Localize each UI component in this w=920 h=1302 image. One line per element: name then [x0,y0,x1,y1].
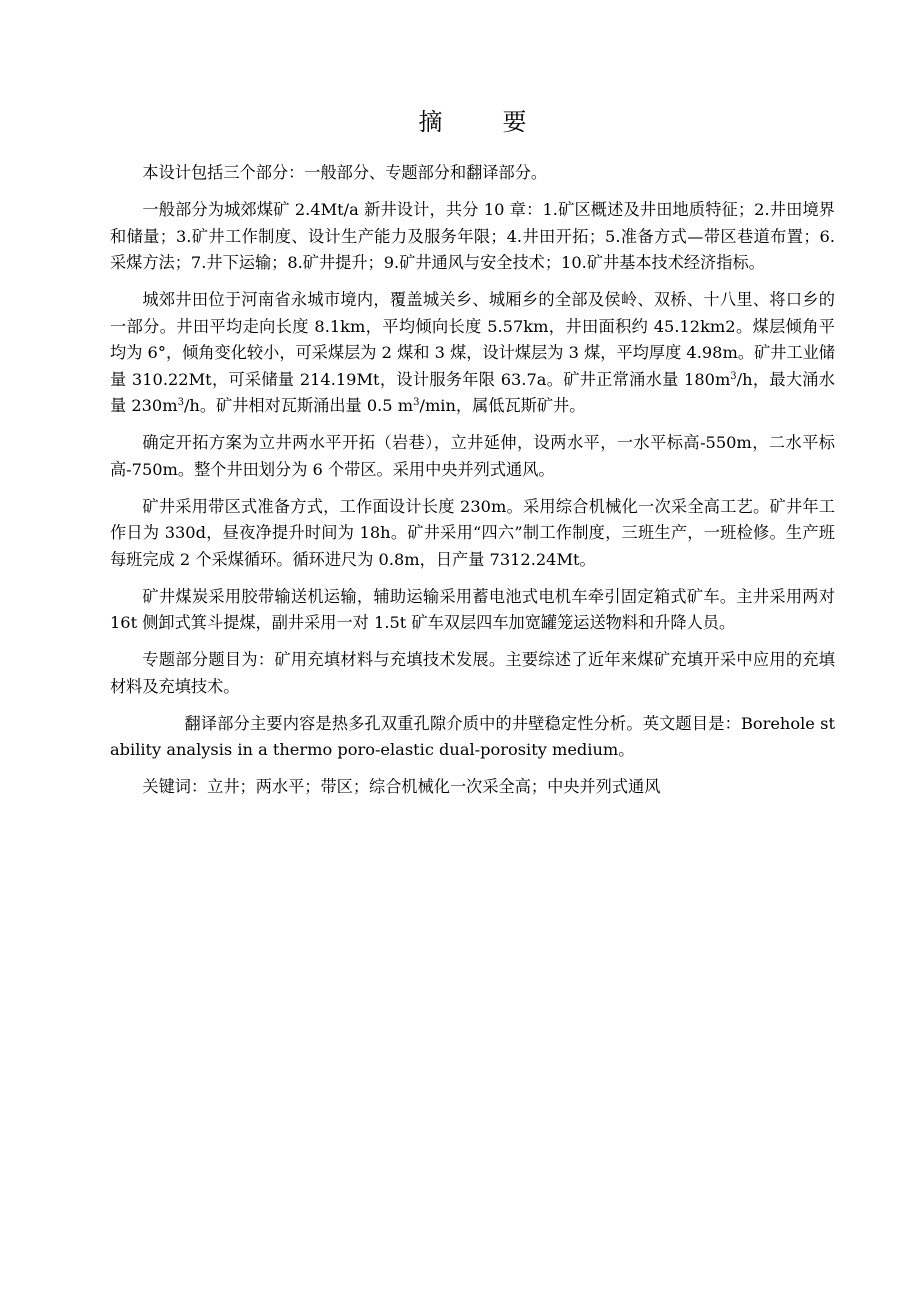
paragraph-transport: 矿井煤炭采用胶带输送机运输，辅助运输采用蓄电池式电机车牵引固定箱式矿车。主井采用两对 16t 侧卸式箕斗提煤，副井采用一对 1.5t 矿车双层四车加宽罐笼运送物料和升降人员。 [110,586,835,632]
superscript-3: 3 [413,397,420,408]
mine-field-text-3: /h。矿井相对瓦斯涌出量 0.5 m [183,396,414,415]
paragraph-mine-field [110,287,835,420]
paragraph-special-topic: 专题部分题目为：矿用充填材料与充填技术发展。主要综述了近年来煤矿充填开采中应用的充填材料及充填技术。 [110,650,835,696]
document-page [110,104,835,811]
paragraph-preparation: 矿井采用带区式准备方式，工作面设计长度 230m。采用综合机械化一次采全高工艺。矿井年工作日为 330d，昼夜净提升时间为 18h。矿井采用“四六”制工作制度，三班生产，一班检修。生产班每班完成 2 个采煤循环。循环进尺为 0.8m，日产量 7312.24Mt。 [110,496,835,569]
abstract-title: 摘 要 [418,108,545,136]
superscript-2: 3 [177,397,184,408]
paragraph-translation: 翻译部分主要内容是热多孔双重孔隙介质中的井壁稳定性分析。英文题目是：Borehole stability analysis in a thermo poro-elastic dual-porosity medium。 [110,713,835,759]
superscript-1: 3 [730,370,737,382]
paragraph-general-part: 一般部分为城郊煤矿 2.4Mt/a 新井设计，共分 10 章：1.矿区概述及井田地质特征；2.井田境界和储量；3.矿井工作制度、设计生产能力及服务年限；4.井田开拓；5.准备方式—带区巷道布置；6.采煤方法；7.井下运输；8.矿井提升；9.矿井通风与安全技术；10.矿井基本技术经济指标。 [110,200,835,272]
mine-field-text-2: /h，最大涌水量 230m [110,369,835,415]
paragraph-keywords: 关键词：立井；两水平；带区；综合机械化一次采全高；中央并列式通风 [142,777,661,796]
paragraph-development-plan: 确定开拓方案为立井两水平开拓（岩巷），立井延伸，设两水平，一水平标高-550m，二水平标高-750m。整个井田划分为 6 个带区。采用中央并列式通风。 [110,433,835,479]
mine-field-text-1: 城郊井田位于河南省永城市境内，覆盖城关乡、城厢乡的全部及侯岭、双桥、十八里、将口乡的一部分。井田平均走向长度 8.1km，平均倾向长度 5.57km，井田面积约 45.12km2。煤层倾角平均为 6°，倾角变化较小，可采煤层为 2 煤和 3 煤，设计煤层为 3 煤，平均厚度 4.98m。矿井工业储量 310.22Mt，可采储量 214.19Mt，设计服务年限 63.7a。矿井正常涌水量 180m [110,290,835,389]
paragraph-overview: 本设计包括三个部分：一般部分、专题部分和翻译部分。 [142,163,548,182]
mine-field-text-4: /min，属低瓦斯矿井。 [419,396,586,415]
